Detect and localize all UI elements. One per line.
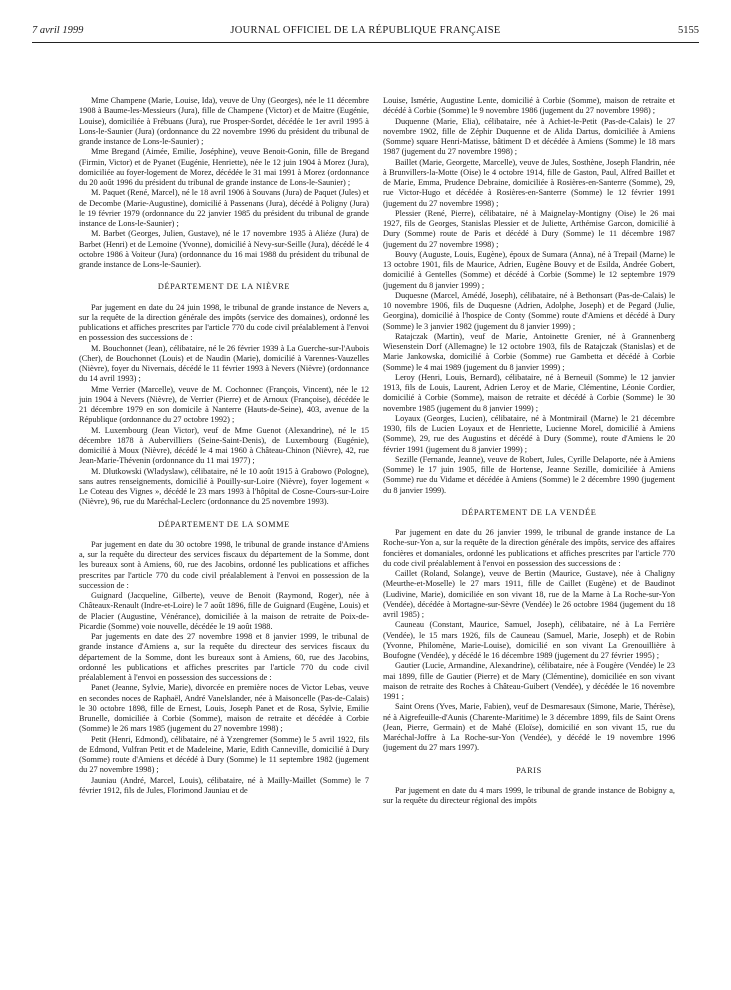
paragraph: M. Luxembourg (Jean Victor), veuf de Mme Guenot (Alexandrine), né le 15 décembre 1878 à Aubervilliers (Seine-Saint-Denis), de Luxembourg (Eugénie), domicilié à Moux (Nièvre), décédé le 4 mai 1960 à Château-Chinon (Nièvre), 42, rue Jean-Marie-Thévenin (ordonnance du 11 mai 1977) ;	[79, 425, 369, 466]
paragraph: Duquesne (Marcel, Amédé, Joseph), célibataire, né à Bethonsart (Pas-de-Calais) le 10 novembre 1906, fils de Duquesne (Adrien, Adolphe, Joseph) et de Pegard (Julie, Georgina), domicilié à l'hospice de Conty (Somme) route d'Amiens et décédé à Dury (Somme) le 3 janvier 1982 (jugement du 8 janvier 1999) ;	[383, 290, 675, 331]
journal-title: JOURNAL OFFICIEL DE LA RÉPUBLIQUE FRANÇAISE	[230, 25, 501, 36]
section-heading-nievre: DÉPARTEMENT DE LA NIÈVRE	[157, 282, 291, 292]
paragraph: Leroy (Henri, Louis, Bernard), célibataire, né à Berneuil (Somme) le 12 janvier 1913, fils de Louis, Laurent, Adrien Leroy et de Marie, Clémentine, Léonie Cordier, domicilié à Corbie (Somme), maison de retraite et décédé à Corbie (Somme) le 30 novembre 1985 (jugement du 8 janvier 1999) ;	[383, 372, 675, 413]
paragraph: Saint Orens (Yves, Marie, Fabien), veuf de Desmaresaux (Simone, Marie, Thérèse), né à Aigrefeuille-d'Aunis (Charente-Maritime) le 3 décembre 1899, fils de Saint Orens (Jean, Pierre, Germain) et de Mahé (Eloïse), domicilié en son vivant 15, rue du Maréchal-Joffre à La Roche-sur-Yon (Vendée), y décédé le 19 novembre 1996 (jugement du 27 mars 1997).	[383, 702, 675, 753]
paragraph: Gautier (Lucie, Armandine, Alexandrine), célibataire, née à Fougère (Vendée) le 23 mai 1899, fille de Gautier (Pierre) et de Mary (Clémentine), domiciliée en son vivant maison de retraite des Roches à Château-Guibert (Vendée), y décédée le 16 novembre 1991 ;	[383, 661, 675, 701]
left-column	[79, 96, 369, 796]
section-heading-somme: DÉPARTEMENT DE LA SOMME	[158, 519, 290, 529]
paragraph: Loyaux (Georges, Lucien), célibataire, né à Montmirail (Marne) le 21 décembre 1930, fils de Lucien Loyaux et de Henriette, Lucienne Morel, domicilié à Amiens (Somme), 29, rue des Augustins et décédé à Dury (Somme), route d'Amiens le 20 février 1991 (jugement du 8 janvier 1999) ;	[383, 413, 675, 454]
section-heading-vendee: DÉPARTEMENT DE LA VENDÉE	[461, 507, 597, 517]
paragraph: Par jugements en date des 27 novembre 1998 et 8 janvier 1999, le tribunal de grande instance d'Amiens a, sur la requête du directeur des services fiscaux du département de la Somme, dont les bureaux sont à Amiens, 60, rue des Jacobins, ordonné les publications et affiches prescrites par l'article 770 du code civil préalablement à l'envoi en possession des successions de :	[79, 632, 369, 682]
paragraph: M. Barbet (Georges, Julien, Gustave), né le 17 novembre 1935 à Aliéze (Jura) de Barbet (Henri) et de Lemoine (Yvonne), domicilié à Nevy-sur-Seille (Jura), décédé le 4 octobre 1986 à Voiteur (Jura) (ordonnance du 16 mai 1988 du président du tribunal de grande instance de Lons-le-Saunier).	[79, 229, 369, 269]
paragraph: Duquenne (Marie, Elia), célibataire, née à Achiet-le-Petit (Pas-de-Calais) le 27 novembre 1902, fille de Zéphir Duquenne et de Alida Dartus, domiciliée à Amiens (Somme) square Henri-Matisse, bâtiment D et décédée à Amiens (Somme) le 18 mars 1987 (jugement du 27 novembre 1998) ;	[383, 116, 675, 157]
paragraph: Par jugement en date du 4 mars 1999, le tribunal de grande instance de Bobigny a, sur la requête du directeur régional des impôts	[383, 785, 675, 805]
paragraph: M. Bouchonnet (Jean), célibataire, né le 26 février 1939 à La Guerche-sur-l'Aubois (Cher), de Bouchonnet (Louis) et de Naudin (Marie), domicilié à Varennes-Vauzelles (Nièvre), foyer du Nivernais, décédé le 11 février 1993 à Nevers (Nièvre) (ordonnance du 14 avril 1993) ;	[79, 343, 369, 384]
paragraph: Par jugement en date du 26 janvier 1999, le tribunal de grande instance de La Roche-sur-Yon a, sur la requête de la direction générale des impôts, service des affaires foncières et domaniales, ordonné les publications et affiches prescrites par l'article 770 du code civil préalablement à l'envoi en possession des successions de :	[383, 528, 675, 568]
paragraph: Sezille (Fernande, Jeanne), veuve de Robert, Jules, Cyrille Delaporte, née à Amiens (Somme) le 17 juin 1905, fille de Hortense, Jeanne Sezille, domiciliée à Amiens (Somme) rue du Vidame et décédée à Amiens (Somme) le 2 décembre 1990 (jugement du 8 janvier 1999).	[383, 454, 675, 495]
issue-date: 7 avril 1999	[32, 25, 84, 36]
paragraph: Mme Verrier (Marcelle), veuve de M. Cochonnec (François, Vincent), née le 12 juin 1904 à Nevers (Nièvre), de Verrier (Pierre) et de Arnoux (Françoise), décédée le 21 décembre 1979 en son domicile à Nanterre (Hauts-de-Seine), 403, avenue de la République (ordonnance du 27 octobre 1992) ;	[79, 384, 369, 425]
paragraph: Mme Bregand (Aimée, Emilie, Joséphine), veuve Benoit-Gonin, fille de Bregand (Firmin, Victor) et de Pyanet (Eugénie, Henriette), née le 12 juin 1904 à Morez (Jura), domiciliée au foyer-logement de Morez, décédée le 31 mai 1991 à Morez (ordonnance du 20 août 1996 du président du tribunal de grande instance de Lons-le-Saunier) ;	[79, 147, 369, 187]
right-column	[383, 96, 675, 806]
paragraph: Petit (Henri, Edmond), célibataire, né à Yzengremer (Somme) le 5 avril 1922, fils de Edmond, Vulfran Petit et de Madeleine, Marie, Edith Canneville, domicilié à Dury (Somme) route d'Amiens et décédé à Dury (Somme) le 11 septembre 1982 (jugement du 27 novembre 1998) ;	[79, 734, 369, 775]
paragraph: Plessier (René, Pierre), célibataire, né à Maignelay-Montigny (Oise) le 26 mai 1927, fils de Georges, Stanislas Plessier et de Juliette, Arthémise Garcon, domicilié à Dury (Somme) route de Paris et décédé à Dury (Somme) le 11 décembre 1987 (jugement du 27 novembre 1998) ;	[383, 208, 675, 249]
paragraph: Par jugement en date du 24 juin 1998, le tribunal de grande instance de Nevers a, sur la requête de la direction générale des impôts (service des domaines), ordonné les publications et affiches prescrites par l'article 770 du code civil préalablement à l'envoi en possession des successions de :	[79, 302, 369, 343]
paragraph: Cauneau (Constant, Maurice, Samuel, Joseph), célibataire, né à La Ferrière (Vendée), le 15 mars 1926, fils de Cauneau (Samuel, Marie, Joseph) et de Robin (Yvonne, Philomène, Marie-Louise), domicilié en son vivant La Grenouillière à Boufogne (Vendée), y décédé le 16 décembre 1989 (jugement du 27 février 1995) ;	[383, 620, 675, 660]
paragraph: Baillet (Marie, Georgette, Marcelle), veuve de Jules, Sosthène, Joseph Flandrin, née à Brunvillers-la-Motte (Oise) le 4 octobre 1914, fille de Gaston, Paul, Alfred Baillet et de Marie, Emma, Prudence Debraine, domiciliée à Rosières-en-Santerre (Somme), 29, rue Victor-Hugo et décédée à Rosières-en-Santerre (Somme) le 12 février 1991 (jugement du 27 novembre 1998) ;	[383, 157, 675, 208]
paragraph: Par jugement en date du 30 octobre 1998, le tribunal de grande instance d'Amiens a, sur la requête du directeur des services fiscaux du département de la Somme, dont les bureaux sont à Amiens, 60, rue des Jacobins, ordonné les publications et affiches prescrites par l'article 770 du code civil préalablement à l'envoi en possession de la succession de :	[79, 539, 369, 590]
paragraph: Guignard (Jacqueline, Gilberte), veuve de Benoit (Raymond, Roger), née à Châteaux-Renault (Indre-et-Loire) le 7 août 1896, fille de Guignard (Eugène, Louis) et de Placier (Augustine, Vénérance), domiciliée à la maison de retraite de Poix-de-Picardie (Somme) voie nouvelle, décédée le 19 août 1988.	[79, 591, 369, 631]
paragraph: M. Paquet (René, Marcel), né le 18 avril 1906 à Souvans (Jura) de Paquet (Jules) et de Decombe (Marie-Augustine), domicilié à Passenans (Jura), décédé à Poligny (Jura) le 19 février 1979 (ordonnance du 22 janvier 1985 du président du tribunal de grande instance de Lons-le-Saunier) ;	[79, 188, 369, 228]
paragraph: Bouvy (Auguste, Louis, Eugène), époux de Sumara (Anna), né à Trepail (Marne) le 13 octobre 1901, fils de Maurice, Adrien, Eugène Bouvy et de Esilda, Andrée Gobert, domicilié à Gentelles (Somme) et décédé à Corbie (Somme) le 12 septembre 1979 (jugement du 8 janvier 1999) ;	[383, 249, 675, 290]
page-header	[32, 24, 699, 40]
paragraph: Ratajczak (Martin), veuf de Marie, Antoinette Grenier, né à Grannenberg Wiesenstein Dorf (Allemagne) le 12 octobre 1903, fils de Ratajczak (Stanislas) et de Marie Jankowska, domicilié à Corbie (Somme) rue Gambetta et décédé à Corbie (Somme) le 4 mai 1989 (jugement du 8 janvier 1999) ;	[383, 331, 675, 372]
paragraph: Jauniau (André, Marcel, Louis), célibataire, né à Mailly-Maillet (Somme) le 7 février 1912, fils de Jules, Florimond Jauniau et de	[79, 775, 369, 795]
section-heading-paris: PARIS	[516, 765, 542, 775]
page-number: 5155	[678, 25, 699, 36]
header-rule	[32, 42, 699, 43]
paragraph: Caillet (Roland, Solange), veuve de Bertin (Maurice, Gustave), née à Chaligny (Meurthe-et-Moselle) le 27 mars 1911, fille de Caillet (Eugène) et de Baudinot (Ludivine, Marie), domiciliée en son vivant 18, rue de la Marne à La Roche-sur-Yon (Vendée), décédée à Mortagne-sur-Sèvre (Vendée) le 26 octobre 1984 (jugement du 18 avril 1985) ;	[383, 569, 675, 619]
paragraph: Mme Champene (Marie, Louise, Ida), veuve de Uny (Georges), née le 11 décembre 1908 à Baume-les-Messieurs (Jura), fille de Champene (Victor) et de Maitre (Eugénie, Louise), domiciliée à Frébuans (Jura), rue Prosper-Sordet, décédée le 1er avril 1995 à Lons-le-Saunier (Jura) (ordonnance du 22 novembre 1996 du président du tribunal de grande instance de Lons-le-Saunier) ;	[79, 96, 369, 146]
paragraph: M. Dlutkowski (Wladyslaw), célibataire, né le 10 août 1915 à Grabowo (Pologne), sans autres renseignements, domicilié à Pouilly-sur-Loire (Nièvre), foyer logement « Le Coteau des Vignes », décédé le 23 mars 1993 à l'hôpital de Cosne-Cours-sur-Loire (Nièvre), 96, rue du Maréchal-Leclerc (ordonnance du 25 novembre 1993).	[79, 466, 369, 507]
paragraph: Panet (Jeanne, Sylvie, Marie), divorcée en première noces de Victor Lebas, veuve en secondes noces de Raphaël, André Vanelslander, née à Maisoncelle (Pas-de-Calais) le 30 octobre 1898, fille de Ernest, Louis, Joseph Panet et de Rosa, Sylvie, Emilie Brunelle, domiciliée à Corbie (Somme), maison de retraite et décédée à Corbie (Somme) le 26 mars 1985 (jugement du 27 novembre 1998) ;	[79, 683, 369, 734]
paragraph: Louise, Ismérie, Augustine Lente, domicilié à Corbie (Somme), maison de retraite et décédé à Corbie (Somme) le 9 novembre 1986 (jugement du 27 novembre 1998) ;	[383, 96, 675, 116]
